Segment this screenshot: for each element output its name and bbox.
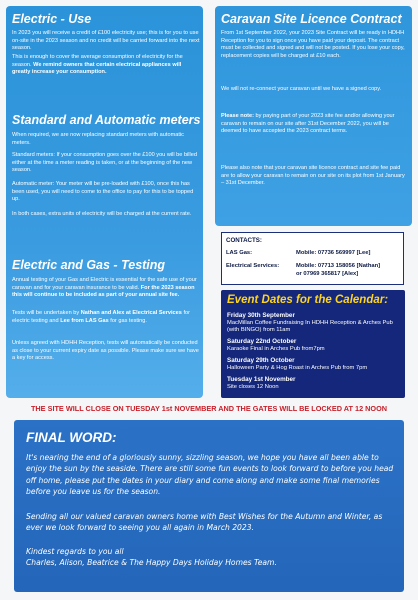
final-word-title: FINAL WORD: xyxy=(26,430,117,445)
gas-testing-para-2-b1: Nathan and Alex at Electrical Services xyxy=(80,310,182,316)
contact-label: Electrical Services: xyxy=(226,263,280,269)
licence-para-3 xyxy=(221,113,405,136)
event-desc: MacMillan Coffee Fundraising In HDHH Reception & Arches Pub (with BINGO) from 11am xyxy=(227,320,393,334)
contacts-title: CONTACTS: xyxy=(226,237,262,244)
gas-testing-heading: Electric and Gas - Testing xyxy=(12,258,166,272)
gas-testing-para-2-d: for gas testing. xyxy=(110,317,147,324)
contact-phone-alt: or 07969 365817 [Alex] xyxy=(296,271,359,277)
electric-use-para-2-bold: We remind owners that certain electrical appliances will greatly increase your consumption. xyxy=(12,61,182,75)
gas-testing-para-1-text: Annual testing of your Gas and Electric is essential for the safe use of your caravan and for your caravan insurance to be valid. xyxy=(12,277,197,291)
contact-phone: Mobile: 07713 158056 [Nathan] xyxy=(296,263,381,269)
gas-testing-para-1-bold: For the 2023 season this will continue to be included as part of your annual site fee. xyxy=(12,284,195,298)
gas-testing-para-3: Unless agreed with HDHH Reception, tests will automatically be conducted as close to your current expiry date as possible. Please make sure we have a key for access. xyxy=(12,340,199,361)
meters-para-4: In both cases, extra units of electricity will be charged at the current rate. xyxy=(12,211,192,217)
event-desc: Halloween Party & Hog Roast in Arches Pub from 7pm xyxy=(227,365,368,371)
final-word-signoff: Charles, Alison, Beatrice & The Happy Days Holiday Homes Team. xyxy=(26,558,277,567)
final-word-para-2: Sending all our valued caravan owners home with Best Wishes for the Autumn and Winter, as ever we look forward to seeing you all again in March 2023. xyxy=(26,512,383,533)
meters-para-1: When required, we are now replacing standard meters with automatic meters. xyxy=(12,132,184,146)
event-desc: Karaoke Final in Arches Pub from7pm xyxy=(227,346,325,352)
gas-testing-para-2-b2: Lee from LAS Gas xyxy=(60,317,109,324)
contact-phone: Mobile: 07736 569997 [Lee] xyxy=(296,250,371,256)
event-desc: Site closes 12 Noon xyxy=(227,384,279,390)
event-date: Tuesday 1st November xyxy=(227,376,296,383)
event-date: Saturday 29th October xyxy=(227,357,295,364)
licence-para-3-bold: Please note: xyxy=(221,113,254,119)
licence-para-2: We will not re-connect your caravan until we have a signed copy. xyxy=(221,86,382,92)
event-dates-box xyxy=(221,290,405,398)
final-word-box xyxy=(14,420,404,592)
event-date: Friday 30th September xyxy=(227,312,295,319)
licence-heading: Caravan Site Licence Contract xyxy=(221,12,402,26)
gas-testing-para-2-a: Tests will be undertaken by xyxy=(12,310,80,316)
electric-use-para-2-text: This is enough to cover the average consumption of electricity for the season. xyxy=(12,54,183,68)
meters-heading: Standard and Automatic meters xyxy=(12,113,201,127)
event-dates-title: Event Dates for the Calendar: xyxy=(227,294,389,306)
contact-label: LAS Gas: xyxy=(226,250,253,256)
electric-use-para-2 xyxy=(12,54,200,77)
gas-testing-para-2-c: for electric testing and xyxy=(12,310,190,324)
contacts-box xyxy=(221,232,404,285)
licence-para-3-text: by paying part of your 2023 site fee and/or allowing your caravan to remain on our site after 31st December 2022, you will be deemed to have accepted the 2023 contract terms. xyxy=(221,113,395,134)
gas-testing-para-2 xyxy=(12,310,200,325)
electric-use-heading: Electric - Use xyxy=(12,12,92,26)
meters-para-3: Automatic meter: Your meter will be pre-loaded with £100, once this has been used, you will need to come to the office to pay for this to be topped up. xyxy=(12,181,194,202)
gas-testing-para-1 xyxy=(12,277,200,300)
event-date: Saturday 22nd October xyxy=(227,338,297,345)
licence-para-1: From 1st September 2022, your 2023 Site Contract will be ready in HDHH Reception for you to sign once you have paid your deposit. The contract must be collected and signed and will not be posted. If you lose your copy, replacement copies will be charged at £10 each. xyxy=(221,30,405,59)
electric-use-para-1: In 2023 you will receive a credit of £100 electricity use; this is for you to use on-site in the 2023 season and no credit will be carried forward into the next season. xyxy=(12,30,200,51)
meters-para-2: Standard meters: If your consumption goes over the £100 you will be billed either at the time a meter reading is taken, or at the beginning of the new season. xyxy=(12,152,198,173)
final-word-para-3: Kindest regards to you all xyxy=(26,547,124,556)
site-closure-notice: THE SITE WILL CLOSE ON TUESDAY 1st NOVEMBER AND THE GATES WILL BE LOCKED AT 12 NOON xyxy=(30,404,388,413)
final-word-para-1: It's nearing the end of a gloriously sunny, sizzling season, we hope you have all been able to enjoy the sun by the seaside. There are still some fun events to look forward to before you head off home, please put the dates in your diary and come along and make some final memories before you leave us for the season. xyxy=(26,453,394,497)
licence-para-4: Please also note that your caravan site licence contract and site fee paid are to allow your caravan to remain on our site on its plot from 1st January – 31st December. xyxy=(221,165,405,186)
